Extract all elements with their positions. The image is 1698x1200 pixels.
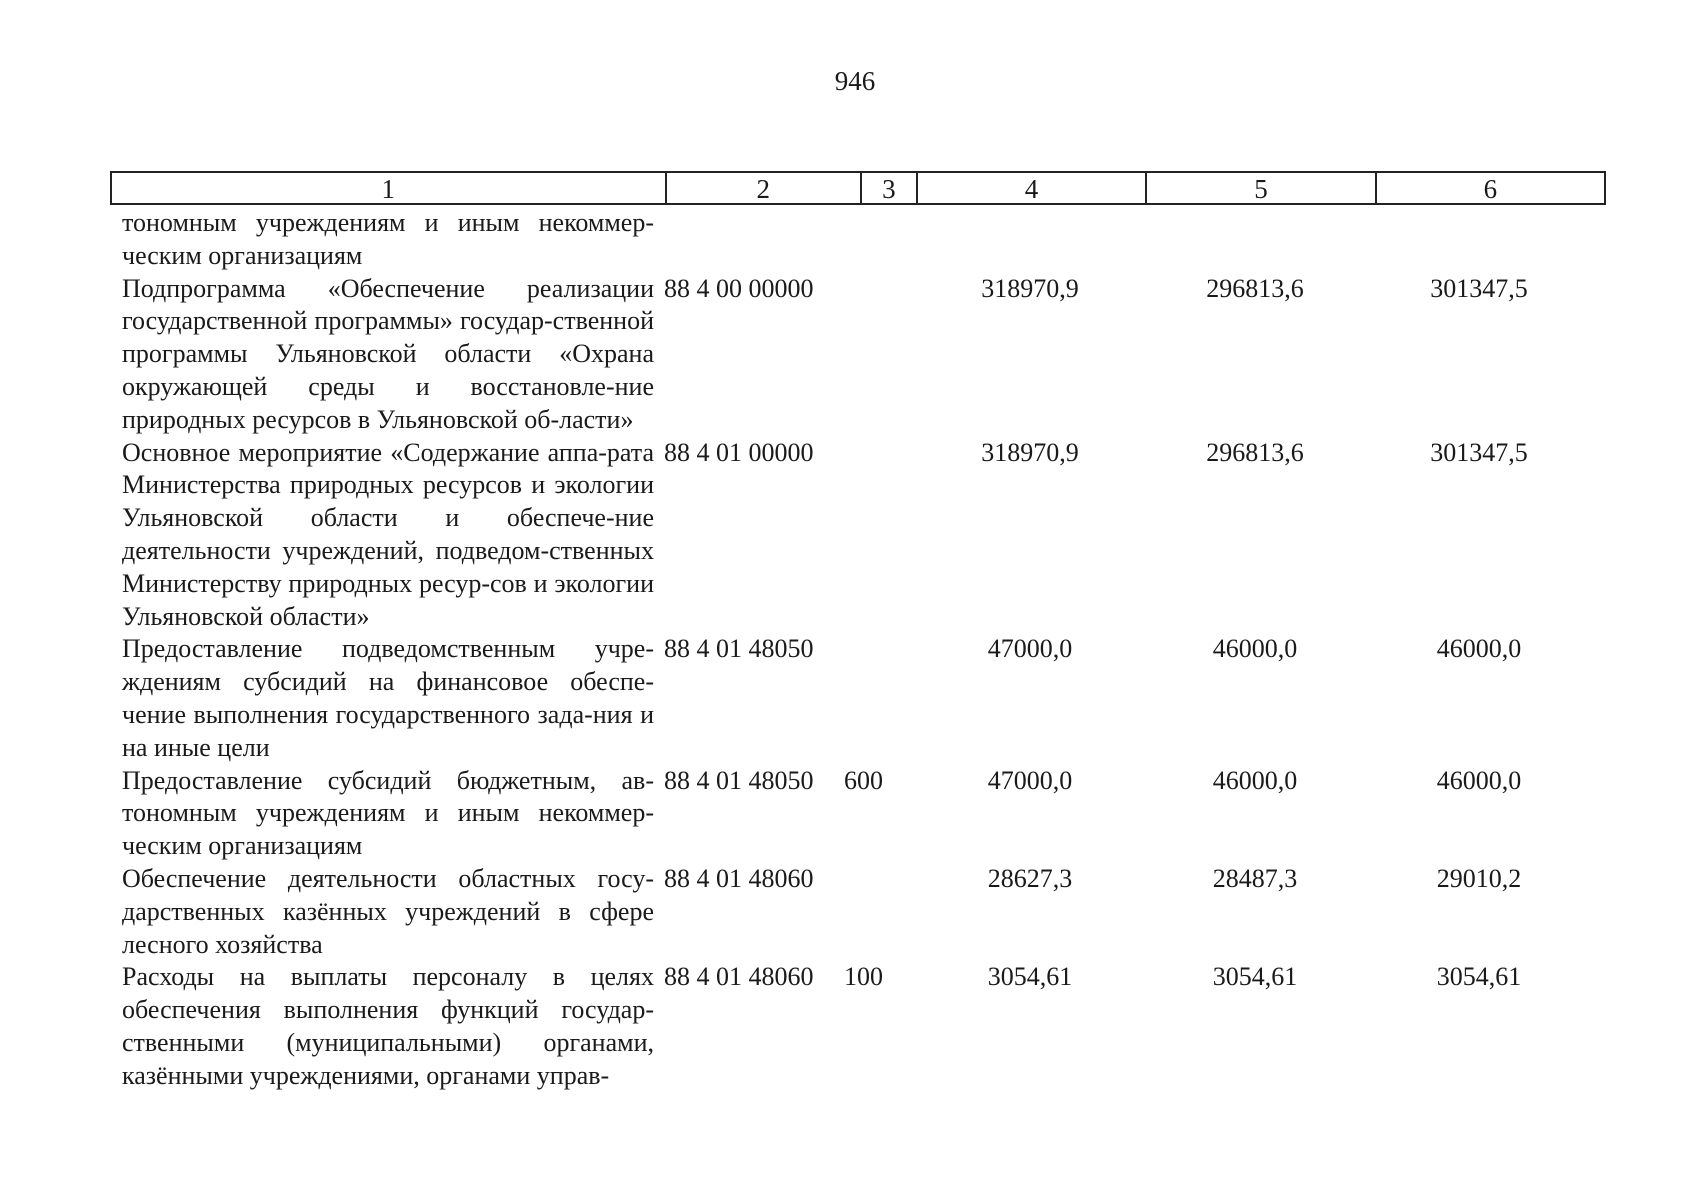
row-name: тономным учреждениям и иным некоммер-ческим организациям [122, 208, 654, 270]
row-value-col4 [900, 207, 1130, 273]
row-expense-type [840, 437, 900, 634]
row-value-col5: 28487,3 [1212, 863, 1298, 893]
row-value-col4: 28627,3 [987, 863, 1073, 893]
header-col-2: 2 [667, 173, 862, 203]
row-name: Основное мероприятие «Содержание аппа-рата Министерства природных ресурсов и экологии Ульяновской области и обеспече-ние деятельности учреждений, подведом-ственных Министерству природных ресур-сов и экологии Ульяновской области» [122, 437, 654, 631]
row-expense-type [840, 207, 900, 273]
row-name: Подпрограмма «Обеспечение реализации государственной программы» государ-ственной программы Ульяновской области «Охрана окружающей среды и восстановле-ние природных ресурсов в Ульяновской об-ласти» [122, 273, 654, 434]
row-expense-type [840, 633, 900, 764]
header-col-6: 6 [1483, 173, 1498, 204]
header-col-4: 4 [918, 173, 1147, 203]
row-value-col4: 318970,9 [981, 273, 1079, 303]
table-row [122, 863, 1606, 961]
row-expense-type [840, 863, 900, 961]
row-expense-type [840, 273, 900, 437]
table-row [122, 765, 1606, 863]
table-row [122, 207, 1606, 273]
row-value-col6: 301347,5 [1430, 273, 1528, 303]
row-value-col4: 3054,61 [987, 962, 1073, 992]
row-value-col6: 46000,0 [1436, 634, 1522, 664]
row-code: 88 4 01 00000 [664, 437, 814, 467]
row-code [654, 207, 840, 273]
row-value-col4: 47000,0 [987, 634, 1073, 664]
table-body [122, 207, 1606, 1093]
row-value-col6 [1360, 207, 1588, 273]
row-value-col6: 3054,61 [1436, 962, 1522, 992]
row-value-col6: 301347,5 [1430, 437, 1528, 467]
row-value-col5: 46000,0 [1212, 634, 1298, 664]
table-row [122, 961, 1606, 1092]
row-code: 88 4 01 48050 [664, 634, 814, 664]
row-code: 88 4 01 48060 [664, 962, 814, 992]
row-code: 88 4 01 48060 [664, 863, 814, 893]
row-value-col5: 296813,6 [1206, 437, 1304, 467]
row-code: 88 4 01 48050 [664, 765, 814, 795]
row-name: Предоставление субсидий бюджетным, ав-тономным учреждениям и иным некоммер-ческим организациям [122, 765, 654, 861]
row-expense-type: 100 [844, 962, 883, 992]
row-value-col5: 3054,61 [1212, 962, 1298, 992]
table-row [122, 633, 1606, 764]
table-header [110, 171, 1606, 205]
page-number: 946 [834, 66, 876, 96]
row-value-col4: 318970,9 [981, 437, 1079, 467]
header-col-1: 1 [112, 173, 667, 203]
table-row [122, 273, 1606, 437]
header-col-3: 3 [862, 173, 918, 203]
row-value-col5: 296813,6 [1206, 273, 1304, 303]
row-name: Расходы на выплаты персоналу в целях обеспечения выполнения функций государ-ственными (муниципальными) органами, казёнными учреждениями, органами управ- [122, 962, 654, 1090]
row-value-col6: 46000,0 [1436, 765, 1522, 795]
row-value-col5: 46000,0 [1212, 765, 1298, 795]
row-value-col4: 47000,0 [987, 765, 1073, 795]
table-row [122, 437, 1606, 634]
row-value-col5 [1130, 207, 1360, 273]
row-name: Обеспечение деятельности областных госу-дарственных казённых учреждений в сфере лесного хозяйства [122, 863, 654, 959]
row-expense-type: 600 [844, 765, 883, 795]
row-value-col6: 29010,2 [1436, 863, 1522, 893]
row-code: 88 4 00 00000 [664, 273, 814, 303]
row-name: Предоставление подведомственным учре-ждениям субсидий на финансовое обеспе-чение выполнения государственного зада-ния и на иные цели [122, 634, 654, 762]
header-col-5: 5 [1147, 173, 1376, 203]
